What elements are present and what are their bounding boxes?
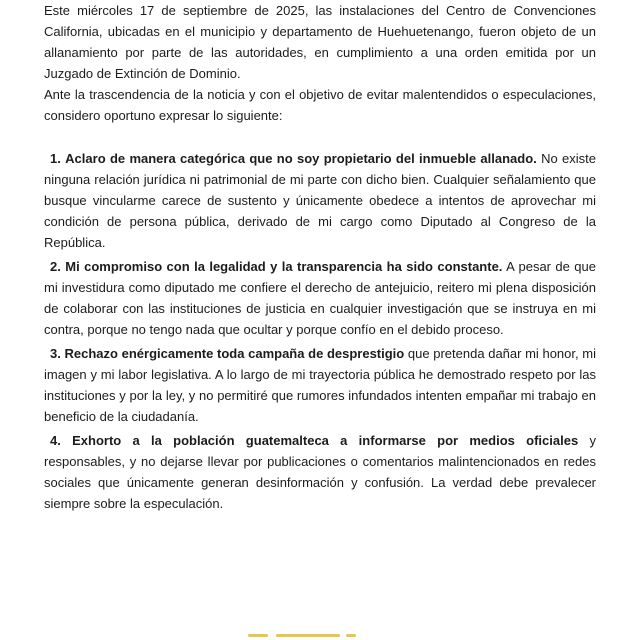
point-4-lead: Exhorto a la población guatemalteca a informarse por medios oficiales: [72, 433, 579, 448]
point-1-body: No existe ninguna relación jurídica ni patrimonial de mi parte con dicho bien. Cualquier señalamiento que busque vincularme carece de sustento y únicamente obedece a intentos de aprovechar mi condición de persona pública, derivado de mi cargo como Diputado al Congreso de la República.: [44, 151, 596, 250]
points-list: [44, 148, 596, 514]
point-2-body: A pesar de que mi investidura como diputado me confiere el derecho de antejuicio, reitero mi plena disposición de colaborar con las instituciones de justicia en cualquier investigación que se instruya en mi contra, porque no tengo nada que ocultar y porque confío en el debido proceso.: [44, 259, 596, 337]
intro-paragraph-2: Ante la trascendencia de la noticia y con el objetivo de evitar malentendidos o especulaciones, considero oportuno expresar lo siguiente:: [44, 87, 596, 123]
footer-logo: [210, 632, 370, 640]
point-2: [44, 256, 596, 340]
point-1-lead: Aclaro de manera categórica que no soy propietario del inmueble allanado.: [65, 151, 537, 166]
statement-document: [44, 0, 596, 517]
point-2-lead: Mi compromiso con la legalidad y la transparencia ha sido constante.: [65, 259, 503, 274]
point-1: [44, 148, 596, 253]
point-1-number: 1.: [50, 151, 61, 166]
point-4: [44, 430, 596, 514]
point-3: [44, 343, 596, 427]
point-4-number: 4.: [50, 433, 61, 448]
point-4-body: y responsables, y no dejarse llevar por publicaciones o comentarios malintencionados en redes sociales que únicamente generan desinformación y confusión. La verdad debe prevalecer siempre sobre la especulación.: [44, 433, 596, 511]
point-2-number: 2.: [50, 259, 61, 274]
point-3-lead: Rechazo enérgicamente toda campaña de desprestigio: [64, 346, 405, 361]
logo-mark-segment: [248, 634, 268, 637]
point-3-number: 3.: [50, 346, 61, 361]
logo-mark-segment: [346, 634, 356, 637]
intro-paragraph-1: Este miércoles 17 de septiembre de 2025, las instalaciones del Centro de Convenciones California, ubicadas en el municipio y departamento de Huehuetenango, fueron objeto de un allanamiento por parte de las autoridades, en cumplimiento a una orden emitida por un Juzgado de Extinción de Dominio.: [44, 3, 596, 81]
point-3-body: que pretenda dañar mi honor, mi imagen y mi labor legislativa. A lo largo de mi trayectoria pública he demostrado respeto por las instituciones y por la ley, y no permitiré que rumores infundados intenten empañar mi trabajo en beneficio de la ciudadanía.: [44, 346, 596, 424]
logo-mark-segment: [276, 634, 340, 637]
